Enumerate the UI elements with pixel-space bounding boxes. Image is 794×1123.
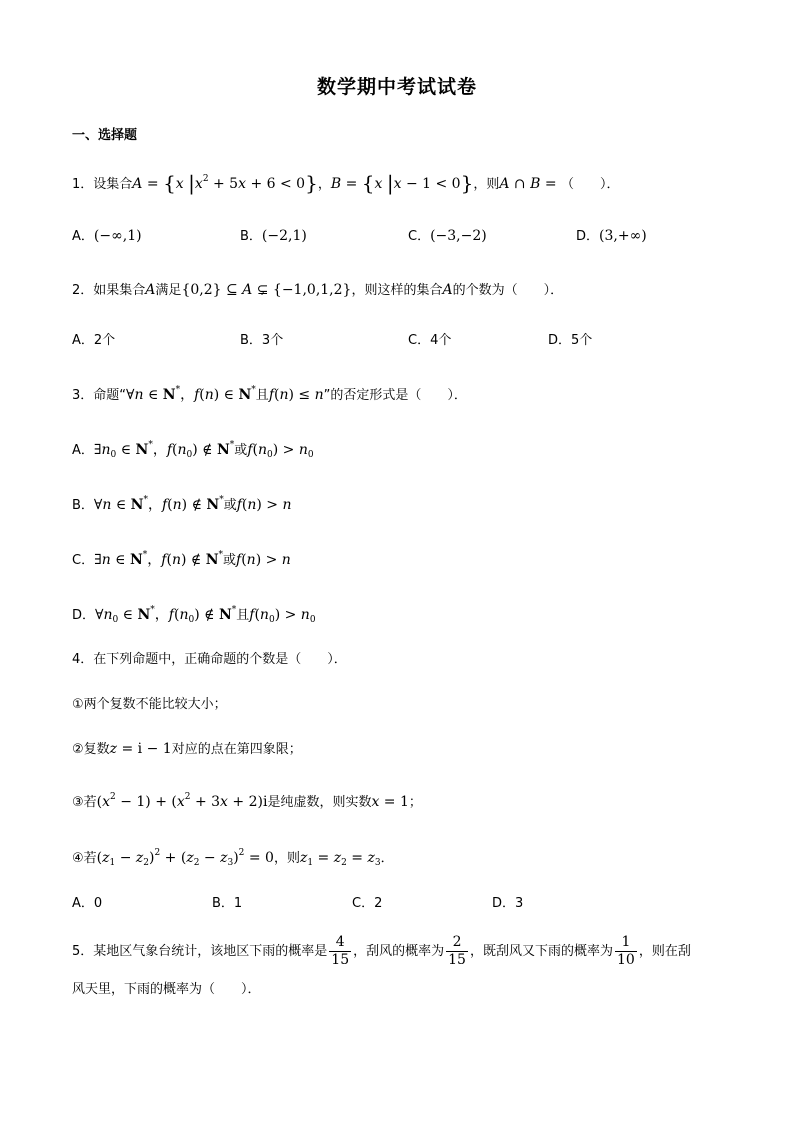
q2-option-a[interactable]: A．2个 xyxy=(72,333,116,348)
q2-option-b[interactable]: B．3个 xyxy=(240,333,284,348)
q4-option-d[interactable]: D．3 xyxy=(492,896,524,911)
section-heading: 一、选择题 xyxy=(72,128,138,143)
statement-2: ②复数z = i − 1对应的点在第四象限； xyxy=(72,741,302,757)
q2-option-d[interactable]: D．5个 xyxy=(548,333,593,348)
q3-option-d[interactable]: D．$\forall n_0$ ∈ N*，$f(n_0)$ ∉ N*且$f(n_0) > n_0$ xyxy=(72,605,316,625)
question-text: 设集合 xyxy=(93,177,133,192)
question-1: 1．设集合A = {x $|x^2 + 5x + 6 < 0$}，B = {x |x − 1 < 0}，则A ∩ B = （ ）． xyxy=(72,171,620,195)
q1-option-b[interactable]: B．(−2,1) xyxy=(240,228,307,244)
q2-option-c[interactable]: C．4个 xyxy=(408,333,452,348)
fraction-both: $\frac{1}{10}$ xyxy=(616,934,635,968)
q4-option-c[interactable]: C．2 xyxy=(352,896,383,911)
question-3: 3．命题“∀n ∈ N*，f(n) ∈ N*且f(n) ≤ n”的否定形式是（ ）． xyxy=(72,385,467,403)
statement-1: ①两个复数不能比较大小； xyxy=(72,697,227,712)
question-2: 2．如果集合A满足{0,2} ⊆ A ⊊ {−1,0,1,2}，则这样的集合A的个数为（ ）． xyxy=(72,282,564,298)
question-4: 4．在下列命题中，正确命题的个数是（ ）． xyxy=(72,652,347,667)
q1-option-a[interactable]: A．(−∞,1) xyxy=(72,228,142,244)
fraction-rain: $\frac{4}{15}$ xyxy=(331,934,350,968)
question-5: 5．某地区气象台统计，该地区下雨的概率是 $\frac{4}{15}$ ，刮风的概率为 $\frac{2}{15}$ ，既刮风又下雨的概率为 $\frac{1}{10}$ ，则在刮 xyxy=(72,934,691,968)
question-number: 1． xyxy=(72,177,94,192)
set-b-formula: B = {x |x − 1 < 0} xyxy=(330,171,474,195)
q4-option-a[interactable]: A．0 xyxy=(72,896,103,911)
q4-option-b[interactable]: B．1 xyxy=(212,896,243,911)
q1-option-d[interactable]: D．(3,+∞) xyxy=(576,228,647,244)
q3-option-b[interactable]: B．∀n ∈ N*，f(n) ∉ N*或f(n) > n xyxy=(72,495,292,513)
set-a-formula: A = {x $|x^2 + 5x + 6 < 0$} xyxy=(132,171,318,195)
q3-option-a[interactable]: A．$\exists n_0$ ∈ N*，$f(n_0)$ ∉ N*或$f(n_0) > n_0$ xyxy=(72,440,314,460)
intersection-formula: A ∩ B = xyxy=(499,176,562,192)
fraction-wind: $\frac{2}{15}$ xyxy=(448,934,466,968)
question-5-line-2: 风天里，下雨的概率为（ ）． xyxy=(72,982,261,997)
statement-4: ④若$(z_1 - z_2)^2 + (z_2 - z_3)^2 = 0$，则$z_1 = z_2 = z_3$． xyxy=(72,848,394,868)
statement-3: ③若$(x^2 - 1) + (x^2 + 3x + 2)i$是纯虚数，则实数x = 1； xyxy=(72,792,422,810)
subset-formula: {0,2} ⊆ A ⊊ {−1,0,1,2} xyxy=(181,282,352,298)
page-title: 数学期中考试试卷 xyxy=(316,76,477,98)
q1-option-c[interactable]: C．(−3,−2) xyxy=(408,228,487,244)
q3-option-c[interactable]: C．∃n ∈ N*，f(n) ∉ N*或f(n) > n xyxy=(72,550,291,568)
